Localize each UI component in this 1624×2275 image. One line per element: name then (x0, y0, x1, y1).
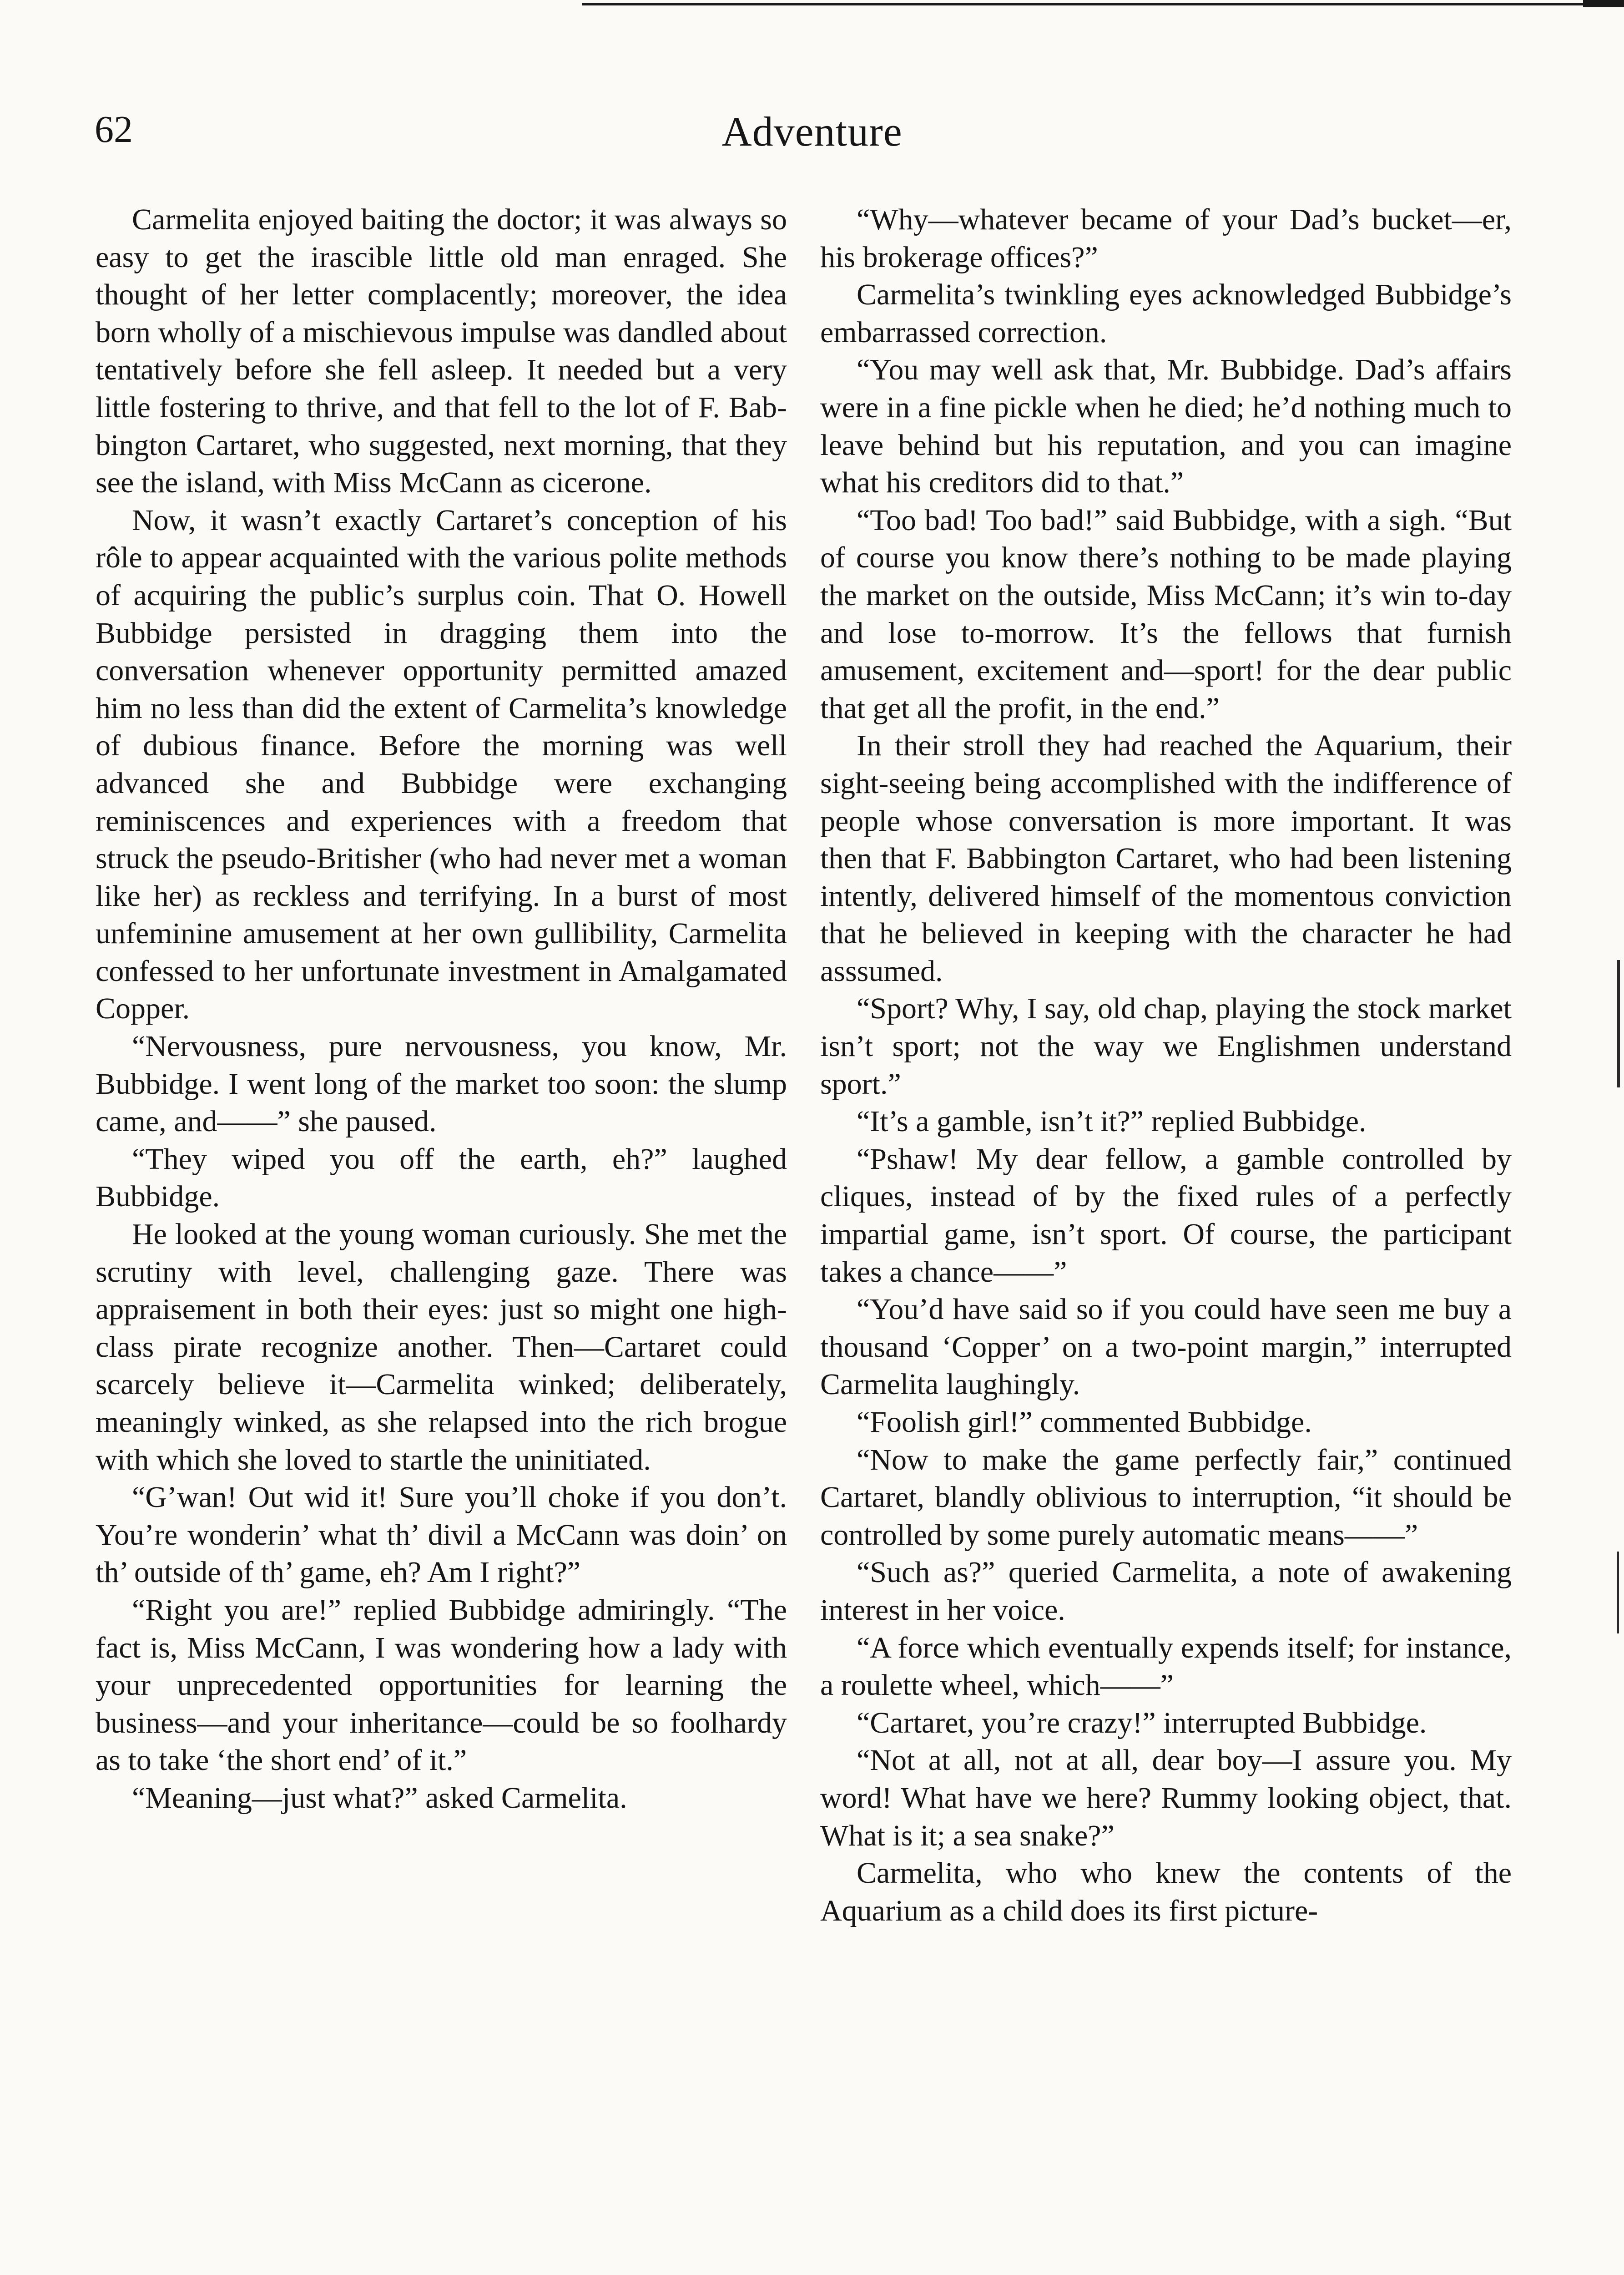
paragraph: “Now to make the game perfectly fair,” continued Cartaret, blandly oblivious to interruption, “it should be controlled by some purely automatic means——” (820, 1443, 1512, 1552)
top-border-rule (582, 3, 1619, 5)
paragraph: “Too bad! Too bad!” said Bubbidge, with a sigh. “But of course you know there’s nothing to be made playing the market on the outside, Miss McCann; it’s win to-day and lose to-morrow. It’s the fellows that furnish amusement, excitement and—sport! for the dear public that get all the profit, in the end.” (820, 503, 1512, 725)
paragraph: “They wiped you off the earth, eh?” laughed Bubbidge. (96, 1142, 787, 1213)
scan-margin-mark (1617, 960, 1620, 1087)
paragraph: “G’wan! Out wid it! Sure you’ll choke if you don’t. You’re wonderin’ what th’ divil a McCann was doin’ on th’ outside of th’ game, eh? Am I right?” (96, 1481, 787, 1589)
right-column (820, 201, 1512, 1930)
paragraph: “You’d have said so if you could have seen me buy a thousand ‘Copper’ on a two-point margin,” interrupted Carmelita laughingly. (820, 1293, 1512, 1401)
paragraph: Now, it wasn’t exactly Cartaret’s conception of his rôle to appear acquainted with the various polite methods of acquiring the public’s surplus coin. That O. Howell Bubbidge persisted in dragging them into the conversation whenever opportunity permitted amazed him no less than did the extent of Carmelita’s knowledge of dubious finance. Before the morning was well advanced she and Bubbidge were exchanging reminiscences and experiences with a freedom that struck the pseudo-Britisher (who had never met a woman like her) as reckless and terrifying. In a burst of most unfeminine amusement at her own gullibility, Carmelita confessed to her unfortunate investment in Amalgamated Copper. (96, 503, 787, 1026)
page-number: 62 (95, 108, 133, 151)
paragraph: “It’s a gamble, isn’t it?” replied Bubbidge. (857, 1105, 1367, 1138)
paragraph: “Why—whatever became of your Dad’s bucket—er, his brokerage offices?” (820, 203, 1512, 274)
paragraph: He looked at the young woman curiously. She met the scrutiny with level, challenging gaze. There was appraisement in both their eyes: just so might one high-class pirate recognize another. Then—Cartaret could scarcely believe it—Carmelita winked; deliberately, meaningly winked, as she relapsed into the rich brogue with which she loved to startle the uninitiated. (96, 1218, 787, 1476)
scan-margin-mark (1617, 1552, 1619, 1633)
paragraph: “A force which eventually expends itself; for instance, a roulette wheel, which——” (820, 1631, 1512, 1702)
top-border-corner (1583, 0, 1624, 7)
paragraph: “Cartaret, you’re crazy!” interrupted Bubbidge. (857, 1706, 1427, 1739)
paragraph: “Such as?” queried Carmelita, a note of awakening interest in her voice. (820, 1556, 1512, 1627)
paragraph: “Nervousness, pure nervousness, you know, Mr. Bubbidge. I went long of the market too soon: the slump came, and——” she paused. (96, 1030, 787, 1138)
paragraph: “Foolish girl!” commented Bubbidge. (857, 1405, 1312, 1439)
paragraph: Carmelita’s twinkling eyes acknowledged Bubbidge’s embarrassed correction. (820, 278, 1512, 349)
paragraph: “You may well ask that, Mr. Bubbidge. Dad’s affairs were in a fine pickle when he died; he’d nothing much to leave behind but his reputation, and you can imagine what his creditors did to that.” (820, 353, 1512, 500)
paragraph: “Sport? Why, I say, old chap, playing the stock market isn’t sport; not the way we Englishmen understand sport.” (820, 992, 1512, 1101)
paragraph: “Meaning—just what?” asked Carmelita. (132, 1781, 627, 1815)
paragraph: Carmelita enjoyed baiting the doctor; it was always so easy to get the irascible little old man enraged. She thought of her letter complacently; moreover, the idea born wholly of a mischievous impulse was dandled about tentatively before she fell asleep. It needed but a very little fostering to thrive, and that fell to the lot of F. Babbington Cartaret, who suggested, next morning, that they see the island, with Miss McCann as cicerone. (96, 203, 787, 500)
paragraph: “Pshaw! My dear fellow, a gamble controlled by cliques, instead of by the fixed rules of a perfectly impartial game, isn’t sport. Of course, the participant takes a chance——” (820, 1142, 1512, 1289)
paragraph: In their stroll they had reached the Aquarium, their sight-seeing being accomplished with the indifference of people whose conversation is more important. It was then that F. Babbington Cartaret, who had been listening intently, delivered himself of the momentous conviction that he believed in keeping with the character he had asssumed. (820, 729, 1512, 988)
left-column (96, 201, 787, 1817)
paragraph: Carmelita, who who knew the contents of the Aquarium as a child does its first picture- (820, 1856, 1512, 1927)
paragraph: “Right you are!” replied Bubbidge admiringly. “The fact is, Miss McCann, I was wondering how a lady with your unprecedented opportunities for learning the business—and your inheritance—could be so foolhardy as to take ‘the short end’ of it.” (96, 1593, 787, 1777)
running-head: Adventure (721, 108, 903, 155)
paragraph: “Not at all, not at all, dear boy—I assure you. My word! What have we here? Rummy looking object, that. What is it; a sea snake?” (820, 1744, 1512, 1852)
